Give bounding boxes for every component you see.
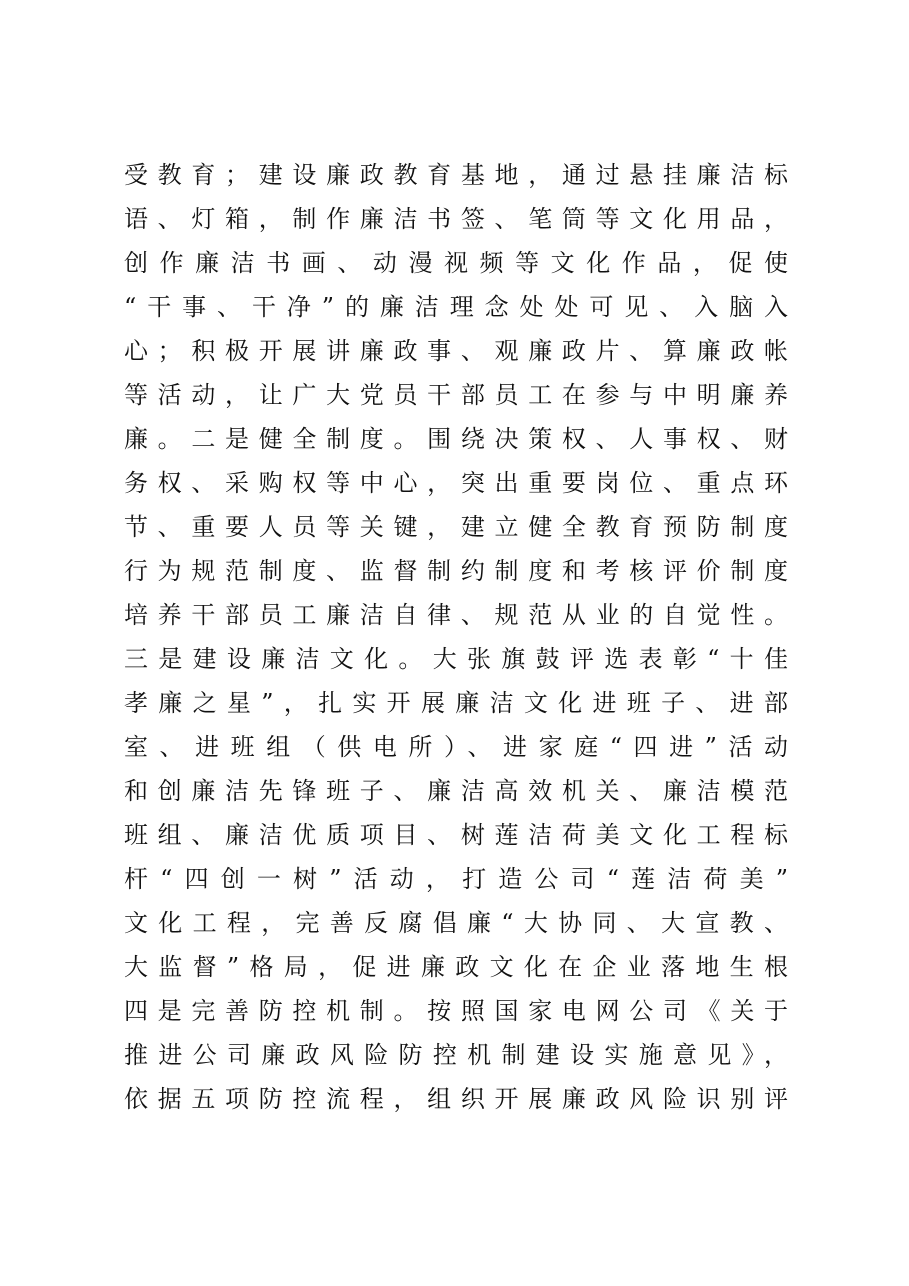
text-line: 孝廉之星”，扎实开展廉洁文化进班子、进部 <box>124 689 788 717</box>
text-line: 廉。二是健全制度。围绕决策权、人事权、财 <box>124 425 788 453</box>
text-line: 文化工程，完善反腐倡廉“大协同、大宣教、 <box>124 909 788 937</box>
body-text <box>124 153 788 1121</box>
text-line: 和创廉洁先锋班子、廉洁高效机关、廉洁模范 <box>124 777 788 805</box>
text-line: 语、灯箱，制作廉洁书签、笔筒等文化用品， <box>124 205 788 233</box>
text-line: 等活动，让广大党员干部员工在参与中明廉养 <box>124 381 788 409</box>
text-line: 大监督”格局，促进廉政文化在企业落地生根 <box>124 953 788 981</box>
text-line: 班组、廉洁优质项目、树莲洁荷美文化工程标 <box>124 821 788 849</box>
text-line: 心；积极开展讲廉政事、观廉政片、算廉政帐 <box>124 337 788 365</box>
text-line: 三是建设廉洁文化。大张旗鼓评选表彰“十佳 <box>124 645 788 673</box>
text-line: 推进公司廉政风险防控机制建设实施意见》， <box>124 1041 788 1069</box>
text-line: 节、重要人员等关键，建立健全教育预防制度 <box>124 513 788 541</box>
text-line: 受教育；建设廉政教育基地，通过悬挂廉洁标 <box>124 161 788 189</box>
text-line: 行为规范制度、监督制约制度和考核评价制度 <box>124 557 788 585</box>
text-line: 杆“四创一树”活动，打造公司“莲洁荷美” <box>124 865 788 893</box>
text-line: 创作廉洁书画、动漫视频等文化作品，促使 <box>124 249 788 277</box>
text-line: 务权、采购权等中心，突出重要岗位、重点环 <box>124 469 788 497</box>
text-line: 室、进班组（供电所）、进家庭“四进”活动 <box>124 733 788 761</box>
text-line: “干事、干净”的廉洁理念处处可见、入脑入 <box>124 293 788 321</box>
text-line: 四是完善防控机制。按照国家电网公司《关于 <box>124 997 788 1025</box>
text-line: 依据五项防控流程，组织开展廉政风险识别评 <box>124 1085 788 1113</box>
text-line: 培养干部员工廉洁自律、规范从业的自觉性。 <box>124 601 788 629</box>
